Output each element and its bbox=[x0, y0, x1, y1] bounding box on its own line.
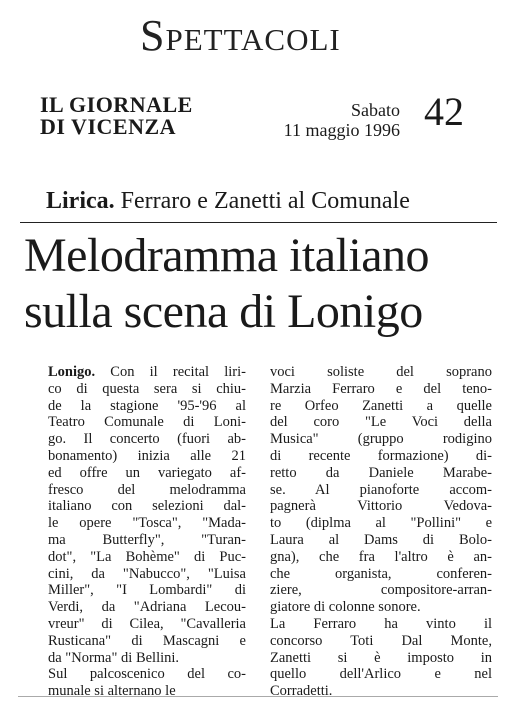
kicker-lead: Lirica. bbox=[46, 188, 115, 214]
body-line: Rusticana" di Mascagni e bbox=[48, 632, 246, 649]
masthead-line-1: IL GIORNALE bbox=[40, 92, 193, 117]
headline-line-1: Melodramma italiano bbox=[24, 229, 430, 282]
body-line: bonamento) inizia alle 21 bbox=[48, 447, 246, 464]
body-line: concorso Toti Dal Monte, bbox=[270, 632, 492, 649]
body-line: Miller", "I Lombardi" di bbox=[48, 582, 246, 599]
body-line: giatore di colonne sonore. bbox=[270, 599, 421, 616]
body-line: to (diplma al "Pollini" e bbox=[270, 515, 492, 532]
page-number: 42 bbox=[424, 89, 464, 134]
body-line: Verdi, da "Adriana Lecou- bbox=[48, 599, 246, 616]
kicker-text: Ferraro e Zanetti al Comunale bbox=[120, 188, 410, 214]
date-block bbox=[260, 100, 400, 140]
body-line: go. Il concerto (fuori ab- bbox=[48, 431, 246, 448]
weekday: Sabato bbox=[351, 100, 400, 120]
headline-line-2: sulla scena di Lonigo bbox=[24, 285, 423, 338]
body-line: le opere "Tosca", "Mada- bbox=[48, 515, 246, 532]
body-line: fresco del melodramma bbox=[48, 481, 246, 498]
section-title: Spettacoli bbox=[140, 11, 341, 60]
masthead-line-2: DI VICENZA bbox=[40, 114, 177, 139]
body-line: che organista, conferen- bbox=[270, 565, 492, 582]
body-line: munale si alternano le bbox=[48, 683, 176, 700]
body-line: La Ferraro ha vinto il bbox=[270, 615, 492, 632]
body-line: ziere, compositore-arran- bbox=[270, 582, 492, 599]
article-kicker bbox=[46, 188, 410, 214]
body-line: voci soliste del soprano bbox=[270, 364, 492, 380]
body-line: quello dell'Arlico e nel bbox=[270, 666, 492, 683]
body-line: cini, da "Nabucco", "Luisa bbox=[48, 565, 246, 582]
body-line: Lonigo. Con il recital liri- bbox=[48, 364, 246, 380]
body-line: del coro "Le Voci della bbox=[270, 414, 492, 431]
body-column-2 bbox=[270, 364, 492, 700]
body-line: Sul palcoscenico del co- bbox=[48, 666, 246, 683]
body-line: vreur" di Cilea, "Cavalleria bbox=[48, 615, 246, 632]
body-line: di recente formazione) di- bbox=[270, 447, 492, 464]
body-line: da "Norma" di Bellini. bbox=[48, 649, 180, 666]
dateline-place: Lonigo. bbox=[48, 364, 96, 380]
body-line: pagnerà Vittorio Vedova- bbox=[270, 498, 492, 515]
body-line: ed offre un variegato af- bbox=[48, 464, 246, 481]
issue-date: 11 maggio 1996 bbox=[283, 120, 400, 140]
body-line: gna), che fra l'altro è an- bbox=[270, 548, 492, 565]
body-line: Corradetti. bbox=[270, 683, 333, 700]
body-line: co di questa sera si chiu- bbox=[48, 380, 246, 397]
body-line: Laura al Dams di Bolo- bbox=[270, 531, 492, 548]
body-line: retto da Daniele Marabe- bbox=[270, 464, 492, 481]
body-line: dot", "La Bohème" di Puc- bbox=[48, 548, 246, 565]
bottom-divider bbox=[18, 696, 498, 697]
body-line: se. Al pianoforte accom- bbox=[270, 481, 492, 498]
body-line: re Orfeo Zanetti a quelle bbox=[270, 397, 492, 414]
kicker-divider bbox=[20, 222, 497, 223]
body-line: ma Butterfly", "Turan- bbox=[48, 531, 246, 548]
body-line: Teatro Comunale di Loni- bbox=[48, 414, 246, 431]
body-line: Musica" (gruppo rodigino bbox=[270, 431, 492, 448]
article-headline bbox=[24, 228, 504, 340]
body-line: Zanetti si è imposto in bbox=[270, 649, 492, 666]
body-line: italiano con selezioni dal- bbox=[48, 498, 246, 515]
body-line: de la stagione '95-'96 al bbox=[48, 397, 246, 414]
body-column-1 bbox=[48, 364, 246, 700]
newspaper-masthead bbox=[40, 94, 193, 138]
body-line: Marzia Ferraro e del teno- bbox=[270, 380, 492, 397]
